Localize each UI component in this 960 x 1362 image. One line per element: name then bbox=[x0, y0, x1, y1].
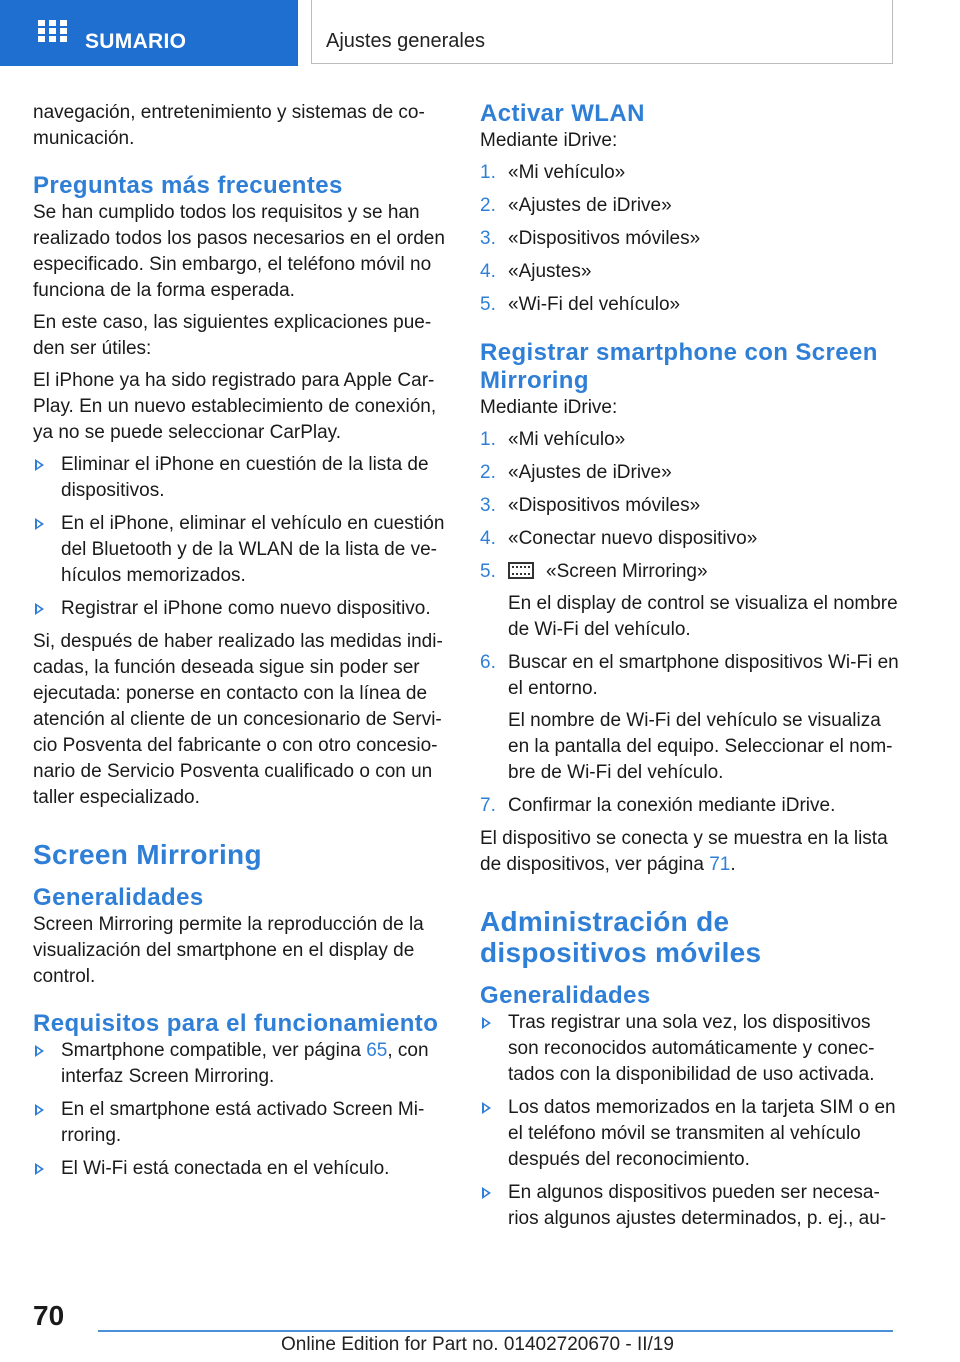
list-item: El Wi-Fi está conectada en el vehículo. bbox=[33, 1156, 445, 1182]
faq-paragraph: Si, después de haber realizado las medidas indi-cadas, la función deseada sigue sin poder ser ejecutada: ponerse en contacto con la línea de atención al cliente de un concesionario de Servi-cio Posventa del fabricante o con otro concesio-nario de Servicio Posventa cualificado o con un taller especializado. bbox=[33, 631, 443, 808]
generalidades-paragraph: Screen Mirroring permite la reproducción de la visualización del smartphone en el display de control. bbox=[33, 914, 424, 987]
idrive-intro: Mediante iDrive: bbox=[480, 397, 618, 418]
screen-mirroring-heading: Screen Mirroring bbox=[33, 839, 262, 870]
list-item: En algunos dispositivos pueden ser necesa-rios algunos ajustes determinados, p. ej., au- bbox=[480, 1180, 900, 1232]
triangle-bullet-icon bbox=[482, 1102, 491, 1114]
faq-paragraph: Se han cumplido todos los requisitos y se han realizado todos los pasos necesarios en el orden especificado. Sin embargo, el teléfono móvil no funciona de la forma esperada. bbox=[33, 202, 445, 301]
step-item: 2. «Ajustes de iDrive» bbox=[480, 462, 672, 483]
triangle-bullet-icon bbox=[35, 1045, 44, 1057]
register-smartphone-heading: Registrar smartphone con Screen Mirroring bbox=[480, 339, 878, 394]
step-item: 5. «Wi-Fi del vehículo» bbox=[480, 294, 681, 315]
sumario-button[interactable] bbox=[0, 0, 298, 66]
sumario-label: SUMARIO bbox=[85, 30, 187, 53]
list-item: En el smartphone está activado Screen Mi-rroring. bbox=[33, 1097, 445, 1149]
result-paragraph: El dispositivo se conecta y se muestra en la lista de dispositivos, ver página 71. bbox=[480, 828, 888, 875]
section-title: Ajustes generales bbox=[326, 30, 485, 52]
step-detail: En el display de control se visualiza el nombre de Wi-Fi del vehículo. bbox=[508, 593, 898, 640]
step-detail: El nombre de Wi-Fi del vehículo se visualiza en la pantalla del equipo. Seleccionar el nom-bre de Wi-Fi del vehículo. bbox=[508, 710, 893, 783]
page-link[interactable]: 71 bbox=[709, 854, 731, 875]
list-item: Smartphone compatible, ver página 65, con interfaz Screen Mirroring. bbox=[33, 1038, 445, 1090]
triangle-bullet-icon bbox=[35, 459, 44, 471]
left-column bbox=[33, 100, 445, 1189]
device-management-heading: Administración de dispositivos móviles bbox=[480, 906, 762, 968]
grid-menu-icon bbox=[38, 20, 66, 42]
top-navigation-bar bbox=[0, 0, 960, 66]
faq-paragraph: En este caso, las siguientes explicaciones pue-den ser útiles: bbox=[33, 312, 432, 359]
list-item: Eliminar el iPhone en cuestión de la lista de dispositivos. bbox=[33, 452, 445, 504]
generalidades-heading: Generalidades bbox=[33, 884, 204, 911]
section-tab[interactable] bbox=[311, 0, 893, 64]
triangle-bullet-icon bbox=[35, 518, 44, 530]
list-item: En el iPhone, eliminar el vehículo en cuestión del Bluetooth y de la WLAN de la lista de ve-hículos memorizados. bbox=[33, 511, 445, 589]
footer-divider bbox=[98, 1330, 893, 1332]
step-item: 1. «Mi vehículo» bbox=[480, 162, 626, 183]
list-item: Tras registrar una sola vez, los dispositivos son reconocidos automáticamente y conec-tados con la disponibilidad de uso activada. bbox=[480, 1010, 900, 1088]
edition-footer: Online Edition for Part no. 01402720670 - II/19 bbox=[281, 1334, 674, 1355]
step-item: 3. «Dispositivos móviles» bbox=[480, 495, 701, 516]
page-number: 70 bbox=[33, 1300, 65, 1331]
triangle-bullet-icon bbox=[482, 1187, 491, 1199]
triangle-bullet-icon bbox=[482, 1017, 491, 1029]
step-item: 5. «Screen Mirroring» En el display de control se visualiza el nombre de Wi-Fi del vehículo. bbox=[480, 559, 900, 643]
list-item: Registrar el iPhone como nuevo dispositivo. bbox=[33, 596, 445, 622]
activate-wlan-heading: Activar WLAN bbox=[480, 100, 645, 127]
step-item: 4. «Conectar nuevo dispositivo» bbox=[480, 528, 758, 549]
requirements-heading: Requisitos para el funcionamiento bbox=[33, 1010, 439, 1037]
step-item: 6. Buscar en el smartphone dispositivos Wi-Fi en el entorno. El nombre de Wi-Fi del vehículo se visualiza en la pantalla del equipo. Seleccionar el nom-bre de Wi-Fi del vehículo. bbox=[480, 650, 900, 786]
triangle-bullet-icon bbox=[35, 603, 44, 615]
right-column bbox=[480, 100, 900, 1239]
idrive-intro: Mediante iDrive: bbox=[480, 130, 618, 151]
faq-paragraph: El iPhone ya ha sido registrado para Apple Car-Play. En un nuevo establecimiento de conexión, ya no se puede seleccionar CarPlay. bbox=[33, 370, 437, 443]
generalidades-heading: Generalidades bbox=[480, 982, 651, 1009]
list-item: Los datos memorizados en la tarjeta SIM o en el teléfono móvil se transmiten al vehículo después del reconocimiento. bbox=[480, 1095, 900, 1173]
intro-text: navegación, entretenimiento y sistemas de co-municación. bbox=[33, 102, 425, 149]
screen-mirroring-icon bbox=[508, 562, 534, 579]
triangle-bullet-icon bbox=[35, 1163, 44, 1175]
triangle-bullet-icon bbox=[35, 1104, 44, 1116]
step-item: 7. Confirmar la conexión mediante iDrive. bbox=[480, 795, 836, 816]
step-item: 4. «Ajustes» bbox=[480, 261, 592, 282]
page-link[interactable]: 65 bbox=[366, 1040, 388, 1061]
faq-heading: Preguntas más frecuentes bbox=[33, 172, 343, 199]
step-item: 1. «Mi vehículo» bbox=[480, 429, 626, 450]
step-item: 3. «Dispositivos móviles» bbox=[480, 228, 701, 249]
step-item: 2. «Ajustes de iDrive» bbox=[480, 195, 672, 216]
